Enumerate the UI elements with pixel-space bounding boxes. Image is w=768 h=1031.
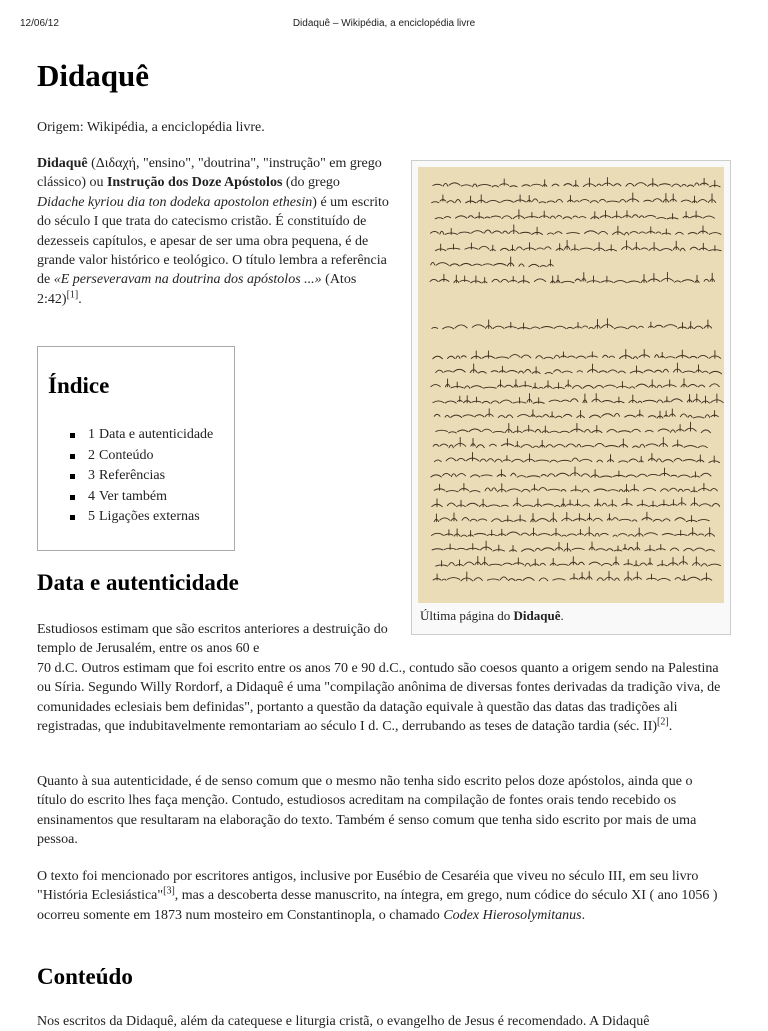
handwriting-line [436, 363, 722, 374]
handwriting-line [431, 467, 711, 477]
handwriting-line [433, 571, 712, 581]
intro-greek: (Διδαχή, "ensino", "doutrina", "instrução" em grego clássico) ou [37, 156, 382, 191]
section-heading-conteudo: Conteúdo [37, 964, 133, 989]
figure-caption: Última página do Didaquê. [420, 608, 564, 623]
handwriting-line [433, 394, 723, 404]
handwriting-line [432, 319, 712, 329]
manuscript-figure [411, 160, 731, 635]
toc-title: Índice [48, 373, 110, 398]
toc-item-conteudo[interactable]: 2 Conteúdo [70, 446, 213, 467]
handwriting-line [434, 512, 709, 522]
intro-quote: «E perseveravam na doutrina dos apóstolos ...» [53, 272, 322, 288]
intro-term: Didaquê [37, 156, 88, 171]
manuscript-image[interactable] [418, 167, 724, 603]
ref-link-3[interactable]: [3] [163, 885, 175, 897]
intro-text-1: (do grego [282, 175, 340, 191]
intro-greek-title: Didache kyriou dia ton dodeka apostolon ethesin [37, 194, 313, 210]
handwriting-line [435, 210, 714, 219]
toc-list [70, 425, 213, 528]
handwriting-line [434, 483, 717, 492]
handwriting-line [436, 556, 721, 566]
handwriting-line [434, 409, 718, 418]
handwriting-line [432, 193, 716, 203]
handwriting-line [431, 379, 719, 389]
ref-link-1[interactable]: [1] [66, 289, 79, 301]
intro-text-3: (Atos 2:42) [37, 272, 357, 307]
intro-text-2: ) é um escrito do século I que trata do catecismo cristão. É constituído de dezesseis capítulos, e apesar de ser uma obra pequena, é de grande valor histórico e teológico. O título lembra a referência de [37, 194, 389, 288]
paragraph-data-3: O texto foi mencionado por escritores antigos, inclusive por Eusébio de Cesaréia que viveu no século III, em seu livro "História Eclesiástica"[3], mas a descoberta desse manuscrito, na íntegra, em grego, num códice do século XI ( ano 1056 ) ocorreu somente em 1873 num mosteiro em Constantinopla, o chamado Codex Hierosolymitanus. [37, 869, 718, 923]
paragraph-data-2: Quanto à sua autenticidade, é de senso comum que o mesmo não tenha sido escrito pelos doze apóstolos, ainda que o título do escrito lhes faça menção. Contudo, estudiosos acreditam na compilação de fontes orais tendo recebido os ensinamentos que resultaram na elaboração do texto. Também é senso comum que tenha sido escrito por mais de uma pessoa. [37, 774, 697, 848]
handwriting-line [433, 437, 707, 447]
page-title: Didaquê [37, 58, 149, 93]
handwriting-line [433, 350, 721, 359]
print-header [0, 0, 768, 34]
handwriting-line [432, 498, 720, 507]
toc-item-referencias[interactable]: 3 Referências [70, 466, 213, 487]
manuscript-scan [418, 167, 724, 603]
toc-item-ver-tambem[interactable]: 4 Ver também [70, 487, 213, 508]
section-heading-data: Data e autenticidade [37, 570, 239, 595]
intro-paragraph [37, 154, 389, 309]
handwriting-line [436, 422, 711, 433]
table-of-contents [37, 346, 235, 551]
paragraph-data-1: Estudiosos estimam que são escritos anteriores a destruição do templo de Jerusalém, entre os anos 60 e 70 d.C. Outros estimam que foi escrito entre os anos 70 e 90 d.C., contudo são coesos quanto a origem sendo na Palestina ou Síria. Segundo Willy Rordorf, a Didaquê é uma "compilação anônima de diversas fontes derivadas da tradição viva, de comunidades eclesiais bem definidas", portanto a questão da datação equivale à questão das datas das tradições ali registradas, que indubitavelmente remontariam ao século I d. C., derrubando as teses de datação tardia (séc. II)[2]. [37, 622, 721, 735]
handwriting-line [435, 240, 721, 251]
toc-item-data[interactable]: 1 Data e autenticidade [70, 425, 213, 446]
handwriting-line [430, 272, 715, 283]
print-date: 12/06/12 [20, 18, 59, 29]
ref-link-2[interactable]: [2] [657, 716, 669, 728]
handwriting-line [432, 527, 715, 536]
handwriting-line [432, 541, 714, 551]
intro-alt-title: Instrução dos Doze Apóstolos [106, 175, 283, 191]
handwriting-line [435, 453, 720, 463]
intro-text-4: . [78, 291, 82, 307]
toc-item-ligacoes[interactable]: 5 Ligações externas [70, 507, 213, 528]
handwriting-line [431, 225, 722, 235]
paragraph-conteudo-1: Nos escritos da Didaquê, além da catequese e liturgia cristã, o evangelho de Jesus é recomendado. A Didaquê [37, 1014, 650, 1029]
print-title: Didaquê – Wikipédia, a enciclopédia livre [292, 18, 476, 29]
origin-note: Origem: Wikipédia, a enciclopédia livre. [37, 120, 265, 135]
handwriting-line [433, 178, 720, 187]
handwriting-line [431, 257, 554, 267]
